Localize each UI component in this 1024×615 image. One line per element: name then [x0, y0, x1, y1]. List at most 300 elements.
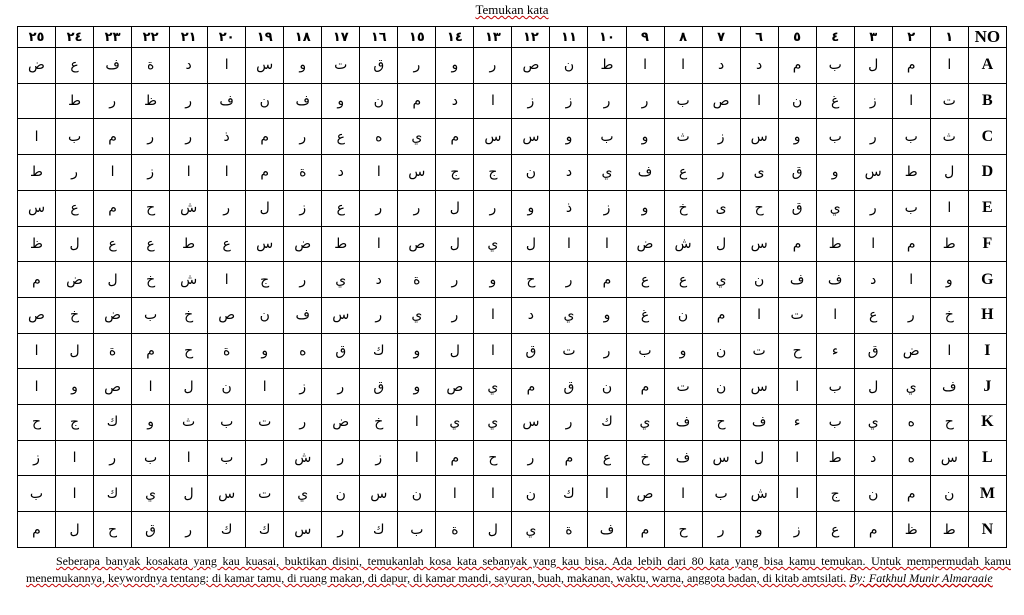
letter-cell[interactable]: س — [246, 48, 284, 84]
letter-cell[interactable]: ر — [284, 119, 322, 155]
letter-cell[interactable]: ر — [284, 405, 322, 441]
letter-cell[interactable]: ن — [854, 476, 892, 512]
letter-cell[interactable]: م — [778, 48, 816, 84]
letter-cell[interactable]: ن — [664, 297, 702, 333]
letter-cell[interactable]: ط — [588, 48, 626, 84]
letter-cell[interactable]: ء — [816, 333, 854, 369]
letter-cell[interactable]: ث — [664, 119, 702, 155]
letter-cell[interactable]: ز — [360, 440, 398, 476]
letter-cell[interactable]: ر — [550, 405, 588, 441]
letter-cell[interactable]: ي — [284, 476, 322, 512]
letter-cell[interactable]: ط — [18, 155, 56, 191]
letter-cell[interactable]: و — [664, 333, 702, 369]
letter-cell[interactable]: ك — [360, 333, 398, 369]
letter-cell[interactable]: ن — [930, 476, 968, 512]
letter-cell[interactable]: ع — [208, 226, 246, 262]
letter-cell[interactable]: ا — [664, 48, 702, 84]
letter-cell[interactable]: د — [854, 262, 892, 298]
letter-cell[interactable]: س — [284, 512, 322, 548]
letter-cell[interactable]: د — [702, 48, 740, 84]
letter-cell[interactable]: ل — [170, 476, 208, 512]
letter-cell[interactable]: ب — [702, 476, 740, 512]
letter-cell[interactable]: ض — [284, 226, 322, 262]
letter-cell[interactable]: ش — [170, 262, 208, 298]
letter-cell[interactable]: م — [246, 155, 284, 191]
letter-cell[interactable]: ل — [56, 226, 94, 262]
letter-cell[interactable]: خ — [56, 297, 94, 333]
letter-cell[interactable]: م — [550, 440, 588, 476]
letter-cell[interactable]: ث — [170, 405, 208, 441]
letter-cell[interactable]: ل — [170, 369, 208, 405]
letter-cell[interactable]: س — [360, 476, 398, 512]
letter-cell[interactable]: ع — [322, 190, 360, 226]
letter-cell[interactable]: ة — [208, 333, 246, 369]
letter-cell[interactable]: ل — [56, 333, 94, 369]
letter-cell[interactable]: ز — [588, 190, 626, 226]
letter-cell[interactable]: ي — [322, 262, 360, 298]
letter-cell[interactable]: ي — [854, 405, 892, 441]
letter-cell[interactable]: م — [892, 48, 930, 84]
letter-cell[interactable]: ك — [94, 476, 132, 512]
letter-cell[interactable]: ز — [702, 119, 740, 155]
letter-cell[interactable]: ص — [702, 83, 740, 119]
letter-cell[interactable]: ع — [854, 297, 892, 333]
letter-cell[interactable]: ح — [664, 512, 702, 548]
letter-cell[interactable]: ذ — [208, 119, 246, 155]
letter-cell[interactable]: ف — [284, 297, 322, 333]
letter-cell[interactable]: م — [778, 226, 816, 262]
letter-cell[interactable]: ة — [132, 48, 170, 84]
letter-cell[interactable]: د — [322, 155, 360, 191]
letter-cell[interactable]: ا — [56, 476, 94, 512]
letter-cell[interactable]: ن — [512, 476, 550, 512]
letter-cell[interactable]: ز — [132, 155, 170, 191]
letter-cell[interactable]: ا — [740, 83, 778, 119]
letter-cell[interactable]: م — [436, 119, 474, 155]
letter-cell[interactable]: ا — [930, 48, 968, 84]
letter-cell[interactable]: ح — [740, 190, 778, 226]
letter-cell[interactable]: و — [322, 83, 360, 119]
letter-cell[interactable]: ب — [588, 119, 626, 155]
letter-cell[interactable]: ع — [588, 440, 626, 476]
letter-cell[interactable]: ا — [398, 440, 436, 476]
letter-cell[interactable]: ح — [512, 262, 550, 298]
letter-cell[interactable]: ن — [512, 155, 550, 191]
letter-cell[interactable]: ه — [284, 333, 322, 369]
letter-cell[interactable]: ا — [18, 333, 56, 369]
letter-cell[interactable]: ر — [550, 262, 588, 298]
letter-cell[interactable]: ا — [778, 369, 816, 405]
letter-cell[interactable]: م — [398, 83, 436, 119]
letter-cell[interactable]: ر — [56, 155, 94, 191]
letter-cell[interactable]: ب — [626, 333, 664, 369]
letter-cell[interactable]: ل — [854, 369, 892, 405]
letter-cell[interactable]: ب — [816, 405, 854, 441]
letter-cell[interactable]: ت — [246, 405, 284, 441]
letter-cell[interactable]: و — [56, 369, 94, 405]
letter-cell[interactable]: ا — [588, 476, 626, 512]
letter-cell[interactable]: ب — [816, 119, 854, 155]
letter-cell[interactable]: خ — [170, 297, 208, 333]
letter-cell[interactable]: س — [18, 190, 56, 226]
letter-cell[interactable]: ك — [208, 512, 246, 548]
letter-cell[interactable]: ي — [512, 512, 550, 548]
letter-cell[interactable]: ط — [892, 155, 930, 191]
letter-cell[interactable]: ك — [94, 405, 132, 441]
letter-cell[interactable]: ة — [284, 155, 322, 191]
letter-cell[interactable]: ل — [94, 262, 132, 298]
letter-cell[interactable]: ف — [94, 48, 132, 84]
letter-cell[interactable]: ر — [208, 190, 246, 226]
letter-cell[interactable]: ا — [132, 369, 170, 405]
letter-cell[interactable]: ا — [360, 155, 398, 191]
letter-cell[interactable]: س — [854, 155, 892, 191]
letter-cell[interactable]: ذ — [550, 190, 588, 226]
letter-cell[interactable]: س — [474, 119, 512, 155]
letter-cell[interactable]: ن — [322, 476, 360, 512]
letter-cell[interactable]: د — [170, 48, 208, 84]
letter-cell[interactable]: ب — [208, 440, 246, 476]
letter-cell[interactable]: خ — [930, 297, 968, 333]
letter-cell[interactable]: ح — [94, 512, 132, 548]
letter-cell[interactable]: ش — [284, 440, 322, 476]
letter-cell[interactable]: ل — [436, 190, 474, 226]
letter-cell[interactable]: ر — [360, 190, 398, 226]
letter-cell[interactable]: س — [246, 226, 284, 262]
letter-cell[interactable]: م — [702, 297, 740, 333]
letter-cell[interactable]: ا — [626, 48, 664, 84]
letter-cell[interactable]: ظ — [892, 512, 930, 548]
letter-cell[interactable]: ا — [892, 83, 930, 119]
letter-cell[interactable]: و — [284, 48, 322, 84]
letter-cell[interactable]: ر — [702, 512, 740, 548]
letter-cell[interactable]: ة — [398, 262, 436, 298]
letter-cell[interactable]: خ — [664, 190, 702, 226]
letter-cell[interactable]: و — [930, 262, 968, 298]
letter-cell[interactable]: ل — [702, 226, 740, 262]
letter-cell[interactable]: ت — [322, 48, 360, 84]
letter-cell[interactable]: ه — [892, 440, 930, 476]
letter-cell[interactable]: و — [626, 119, 664, 155]
letter-cell[interactable]: ر — [474, 190, 512, 226]
letter-cell[interactable]: ر — [474, 48, 512, 84]
letter-cell[interactable]: ب — [816, 48, 854, 84]
letter-cell[interactable]: ط — [930, 226, 968, 262]
letter-cell[interactable]: ا — [56, 440, 94, 476]
letter-cell[interactable]: ر — [132, 119, 170, 155]
letter-cell[interactable]: ل — [56, 512, 94, 548]
letter-cell[interactable]: ت — [550, 333, 588, 369]
letter-cell[interactable]: ا — [208, 262, 246, 298]
letter-cell[interactable]: ك — [588, 405, 626, 441]
letter-cell[interactable]: ي — [626, 405, 664, 441]
letter-cell[interactable]: ب — [18, 476, 56, 512]
letter-cell[interactable]: ا — [930, 190, 968, 226]
letter-cell[interactable]: ط — [930, 512, 968, 548]
letter-cell[interactable]: ص — [398, 226, 436, 262]
letter-cell[interactable]: م — [626, 512, 664, 548]
letter-cell[interactable]: ل — [246, 190, 284, 226]
letter-cell[interactable]: ن — [208, 369, 246, 405]
letter-cell[interactable]: ر — [360, 297, 398, 333]
letter-cell[interactable]: ر — [436, 297, 474, 333]
letter-cell[interactable]: ض — [56, 262, 94, 298]
letter-cell[interactable]: ر — [512, 440, 550, 476]
letter-cell[interactable]: ز — [284, 190, 322, 226]
letter-cell[interactable]: ر — [170, 83, 208, 119]
letter-cell[interactable]: ر — [94, 83, 132, 119]
letter-cell[interactable]: م — [588, 262, 626, 298]
letter-cell[interactable]: م — [94, 190, 132, 226]
letter-cell[interactable]: ف — [664, 405, 702, 441]
letter-cell[interactable]: و — [588, 297, 626, 333]
letter-cell[interactable]: ق — [360, 369, 398, 405]
letter-cell[interactable]: ل — [854, 48, 892, 84]
letter-cell[interactable]: ا — [664, 476, 702, 512]
letter-cell[interactable]: ر — [626, 83, 664, 119]
letter-cell[interactable]: ا — [474, 83, 512, 119]
letter-cell[interactable]: ف — [626, 155, 664, 191]
letter-cell[interactable]: ق — [322, 333, 360, 369]
letter-cell[interactable]: ي — [816, 190, 854, 226]
letter-cell[interactable]: خ — [360, 405, 398, 441]
letter-cell[interactable]: ف — [778, 262, 816, 298]
letter-cell[interactable]: ر — [246, 440, 284, 476]
letter-cell[interactable]: ر — [588, 83, 626, 119]
letter-cell[interactable]: ا — [588, 226, 626, 262]
letter-cell[interactable]: ى — [702, 190, 740, 226]
letter-cell[interactable]: ا — [474, 297, 512, 333]
letter-cell[interactable]: ن — [246, 83, 284, 119]
letter-cell[interactable]: م — [246, 119, 284, 155]
letter-cell[interactable]: م — [436, 440, 474, 476]
letter-cell[interactable]: و — [436, 48, 474, 84]
letter-cell[interactable]: ج — [816, 476, 854, 512]
letter-cell[interactable]: ي — [550, 297, 588, 333]
letter-cell[interactable]: س — [512, 119, 550, 155]
letter-cell[interactable]: ج — [56, 405, 94, 441]
letter-cell[interactable]: د — [436, 83, 474, 119]
letter-cell[interactable]: ظ — [18, 226, 56, 262]
letter-cell[interactable]: ك — [550, 476, 588, 512]
letter-cell[interactable]: ص — [94, 369, 132, 405]
letter-cell[interactable]: س — [322, 297, 360, 333]
letter-cell[interactable]: و — [740, 512, 778, 548]
letter-cell[interactable]: و — [626, 190, 664, 226]
letter-cell[interactable]: ف — [664, 440, 702, 476]
letter-cell[interactable]: ق — [778, 190, 816, 226]
letter-cell[interactable]: ج — [246, 262, 284, 298]
letter-cell[interactable]: ا — [170, 440, 208, 476]
letter-cell[interactable]: ر — [588, 333, 626, 369]
letter-cell[interactable]: ف — [208, 83, 246, 119]
letter-cell[interactable]: خ — [626, 440, 664, 476]
letter-cell[interactable]: ة — [550, 512, 588, 548]
letter-cell[interactable]: ا — [208, 48, 246, 84]
letter-cell[interactable]: ز — [778, 512, 816, 548]
letter-cell[interactable]: ي — [702, 262, 740, 298]
letter-cell[interactable]: م — [854, 512, 892, 548]
letter-cell[interactable]: ع — [56, 48, 94, 84]
letter-cell[interactable]: ض — [626, 226, 664, 262]
letter-cell[interactable]: ا — [18, 369, 56, 405]
letter-cell[interactable]: ه — [360, 119, 398, 155]
letter-cell[interactable]: م — [18, 262, 56, 298]
letter-cell[interactable]: ش — [664, 226, 702, 262]
letter-cell[interactable]: س — [930, 440, 968, 476]
letter-cell[interactable]: ب — [56, 119, 94, 155]
letter-cell[interactable]: ن — [702, 333, 740, 369]
letter-cell[interactable]: ا — [246, 369, 284, 405]
letter-cell[interactable]: ج — [474, 155, 512, 191]
letter-cell[interactable]: خ — [132, 262, 170, 298]
letter-cell[interactable]: ع — [132, 226, 170, 262]
letter-cell[interactable]: ض — [322, 405, 360, 441]
letter-cell[interactable]: ف — [284, 83, 322, 119]
letter-cell[interactable]: ق — [550, 369, 588, 405]
letter-cell[interactable]: د — [740, 48, 778, 84]
letter-cell[interactable]: ي — [436, 405, 474, 441]
letter-cell[interactable]: ل — [740, 440, 778, 476]
letter-cell[interactable]: ب — [664, 83, 702, 119]
letter-cell[interactable]: ر — [702, 155, 740, 191]
letter-cell[interactable]: ط — [56, 83, 94, 119]
letter-cell[interactable]: ظ — [132, 83, 170, 119]
letter-cell[interactable]: ن — [246, 297, 284, 333]
letter-cell[interactable]: ن — [778, 83, 816, 119]
letter-cell[interactable]: م — [18, 512, 56, 548]
letter-cell[interactable]: ط — [816, 226, 854, 262]
letter-cell[interactable]: ز — [550, 83, 588, 119]
letter-cell[interactable]: د — [550, 155, 588, 191]
letter-cell[interactable]: ف — [816, 262, 854, 298]
letter-cell[interactable]: ه — [892, 405, 930, 441]
letter-cell[interactable] — [18, 83, 56, 119]
letter-cell[interactable]: ح — [132, 190, 170, 226]
letter-cell[interactable]: م — [132, 333, 170, 369]
letter-cell[interactable]: ع — [664, 262, 702, 298]
letter-cell[interactable]: ل — [436, 333, 474, 369]
letter-cell[interactable]: ر — [322, 369, 360, 405]
letter-cell[interactable]: ص — [18, 297, 56, 333]
letter-cell[interactable]: ا — [18, 119, 56, 155]
letter-cell[interactable]: ي — [398, 297, 436, 333]
letter-cell[interactable]: ص — [626, 476, 664, 512]
letter-cell[interactable]: و — [778, 119, 816, 155]
letter-cell[interactable]: ز — [284, 369, 322, 405]
letter-cell[interactable]: ر — [170, 512, 208, 548]
letter-cell[interactable]: ز — [18, 440, 56, 476]
letter-cell[interactable]: ر — [854, 119, 892, 155]
letter-cell[interactable]: ع — [56, 190, 94, 226]
letter-cell[interactable]: ع — [626, 262, 664, 298]
letter-cell[interactable]: ا — [816, 297, 854, 333]
letter-cell[interactable]: ق — [360, 48, 398, 84]
letter-cell[interactable]: س — [740, 119, 778, 155]
letter-cell[interactable]: ع — [816, 512, 854, 548]
letter-cell[interactable]: ا — [778, 440, 816, 476]
letter-cell[interactable]: غ — [626, 297, 664, 333]
letter-cell[interactable]: ى — [740, 155, 778, 191]
letter-cell[interactable]: ا — [170, 155, 208, 191]
letter-cell[interactable]: ب — [132, 297, 170, 333]
letter-cell[interactable]: ر — [398, 48, 436, 84]
letter-cell[interactable]: و — [398, 333, 436, 369]
letter-cell[interactable]: ر — [436, 262, 474, 298]
letter-cell[interactable]: ك — [360, 512, 398, 548]
letter-cell[interactable]: ح — [474, 440, 512, 476]
letter-cell[interactable]: س — [740, 226, 778, 262]
letter-cell[interactable]: ض — [94, 297, 132, 333]
letter-cell[interactable]: ج — [436, 155, 474, 191]
letter-cell[interactable]: و — [246, 333, 284, 369]
letter-cell[interactable]: ت — [664, 369, 702, 405]
letter-cell[interactable]: ا — [94, 155, 132, 191]
letter-cell[interactable]: س — [208, 476, 246, 512]
letter-cell[interactable]: د — [854, 440, 892, 476]
letter-cell[interactable]: ي — [474, 226, 512, 262]
letter-cell[interactable]: ا — [550, 226, 588, 262]
letter-cell[interactable]: ا — [208, 155, 246, 191]
letter-cell[interactable]: د — [360, 262, 398, 298]
letter-cell[interactable]: ا — [474, 333, 512, 369]
letter-cell[interactable]: ن — [702, 369, 740, 405]
letter-cell[interactable]: ك — [246, 512, 284, 548]
letter-cell[interactable]: ت — [246, 476, 284, 512]
letter-cell[interactable]: و — [474, 262, 512, 298]
letter-cell[interactable]: ا — [892, 262, 930, 298]
letter-cell[interactable]: م — [892, 476, 930, 512]
letter-cell[interactable]: ح — [778, 333, 816, 369]
letter-cell[interactable]: ن — [588, 369, 626, 405]
letter-cell[interactable]: و — [398, 369, 436, 405]
letter-cell[interactable]: ص — [436, 369, 474, 405]
letter-cell[interactable]: ب — [208, 405, 246, 441]
letter-cell[interactable]: ر — [854, 190, 892, 226]
letter-cell[interactable]: س — [740, 369, 778, 405]
letter-cell[interactable]: ض — [892, 333, 930, 369]
letter-cell[interactable]: و — [132, 405, 170, 441]
letter-cell[interactable]: ز — [512, 83, 550, 119]
letter-cell[interactable]: ف — [588, 512, 626, 548]
letter-cell[interactable]: ل — [474, 512, 512, 548]
letter-cell[interactable]: س — [398, 155, 436, 191]
letter-cell[interactable]: ي — [588, 155, 626, 191]
letter-cell[interactable]: ر — [322, 440, 360, 476]
letter-cell[interactable]: ن — [740, 262, 778, 298]
letter-cell[interactable]: ق — [778, 155, 816, 191]
letter-cell[interactable]: ا — [854, 226, 892, 262]
letter-cell[interactable]: م — [94, 119, 132, 155]
letter-cell[interactable]: ت — [778, 297, 816, 333]
letter-cell[interactable]: ط — [170, 226, 208, 262]
letter-cell[interactable]: ي — [474, 369, 512, 405]
letter-cell[interactable]: ع — [322, 119, 360, 155]
letter-cell[interactable]: ي — [398, 119, 436, 155]
letter-cell[interactable]: ص — [208, 297, 246, 333]
letter-cell[interactable]: و — [512, 190, 550, 226]
letter-cell[interactable]: ل — [930, 155, 968, 191]
letter-cell[interactable]: ا — [930, 333, 968, 369]
letter-cell[interactable]: ع — [94, 226, 132, 262]
letter-cell[interactable]: ح — [702, 405, 740, 441]
letter-cell[interactable]: ت — [740, 333, 778, 369]
letter-cell[interactable]: ش — [740, 476, 778, 512]
letter-cell[interactable]: ر — [322, 512, 360, 548]
letter-cell[interactable]: ب — [892, 190, 930, 226]
letter-cell[interactable]: ن — [550, 48, 588, 84]
letter-cell[interactable]: ا — [778, 476, 816, 512]
